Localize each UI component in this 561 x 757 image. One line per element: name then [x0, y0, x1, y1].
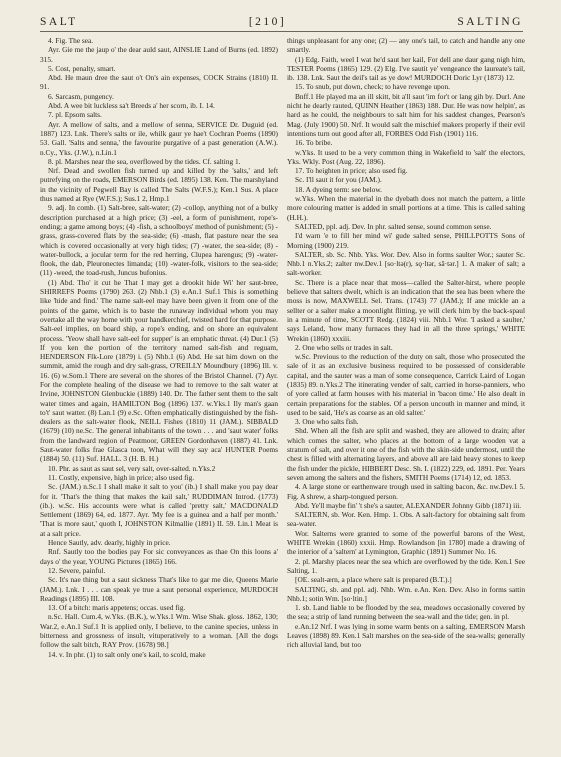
entry-paragraph: e.An.12 Nrf. I was lying in some warm bents on a salting, EMERSON Marsh Leaves (1898) 89. Ken.1 Salt marshes on the sea-side of the sea-walls; generally rich alluvial land, but too [287, 621, 525, 650]
entry-paragraph: Wor. Salterns were granted to some of the powerful barons of the West, WHITE Wrekin (1860) xxxii. Hmp. Rowlandson [in 1780] made a drawing of the interior of a 'saltern' at Lymington, Graphic (1891) Summer No. 16. [287, 528, 525, 557]
entry-paragraph: SALTERN, sb. Wor. Ken. Hmp. 1. Obs. A salt-factory for obtaining salt from sea-water. [287, 510, 525, 529]
entry-paragraph: 15. To snub, put down, check; to have revenge upon. [295, 82, 450, 92]
entry-paragraph: 4. Fig. The sea. [48, 36, 94, 45]
entry-paragraph: Rnf. Sautly too the bodies pay For sic conveyances as thae On this loons a' days o' the year, YOUNG Pictures (1865) 166. [40, 547, 278, 566]
entry-paragraph: 8. pl. Marshes near the sea, overflowed by the tides. Cf. salting 1. [48, 156, 241, 166]
header-left-word: SALT [40, 16, 78, 28]
entry-paragraph: 4. A large stone or earthenware trough used in salting bacon, &c. nw.Dev.1 5. Fig. A shrew, a sharp-tongued person. [287, 482, 525, 501]
entry-paragraph: 2. One who sells or trades in salt. [295, 342, 393, 352]
entry-paragraph: SALTED, ppl. adj. Dev. In phr. salted sense, sound common sense. [295, 221, 492, 231]
header-right-word: SALTING [457, 16, 523, 28]
entry-paragraph: 17. To heighten in price; also used fig. [295, 166, 408, 176]
entry-paragraph: 2. pl. Marshy places near the sea which are overflowed by the tide. Ken.1 See Salting, 1. [287, 556, 525, 575]
entry-paragraph: 1. sb. Land liable to be flooded by the sea, meadows occasionally covered by the sea; a strip of land running between the sea-wall and the tide; gen. in pl. [287, 603, 525, 622]
entry-paragraph: Shd. When all the fish are split and washed, they are allowed to drain; after which comes the salter, who places at the bottom of a large wooden vat a stratum of salt, and over it one of the fish with the skin-side undermost, until the chest is filled with alternating layers, and above all are laid heavy stones to keep the fish under the pickle, HIBBERT Desc. Sh. I. (1822) 229, ed. 1891. Per. Years seven among the salters and the fishers, SMITH Poems (1714) 12, ed. 1853. [287, 426, 525, 482]
entry-paragraph: 13. Of a bitch: maris appetens; occas. used fig. [48, 603, 186, 613]
entry-paragraph: 7. pl. Epsom salts. [48, 110, 102, 120]
page-number: [210] [248, 16, 287, 28]
entry-paragraph: Bnff.1 He played ma an ill skitt, bit a'll saut 'im for't or lang gih by. Durl. Ane nicht he dearly rauted, QUINN Heather (1863) 188. Dur. He was now helpin', as hard as he could, the neighbours to salt him for his saddest changes, Pearson's Mag. (July 1900) 50. Nrf. It would salt the mischief makers properly if their evil intentions turn out good after all, FORBES Odd Fish (1901) 116. [287, 91, 525, 138]
entry-paragraph: Sc. I'll saut it for you (JAM.). [295, 175, 382, 185]
entry-paragraph: Sc. There is a place near that moss—called the Salter-hirst, where people believe that salters dwelt, which is an indication that the sea has been where the moss is now, MAXWELL Sel. Trans. (1743) 77 (JAM.); If ane mickle an a sellter or a salter make a moonlight flitting, ye will clerk him by the back-spaul in a minute of time, SCOTT Redg. (1824) viii. Nhb.1 Wor. 'I asked a saulter,' says Leland, 'how many furnaces they had in all the three springs,' WHITE Wrekin (1860) xxxiii. [287, 277, 525, 343]
entry-paragraph: I'd warn 'e to fill her mind wi' gude salted sense, PHILLPOTTS Sons of Morning (1900) 219. [287, 231, 525, 250]
entry-paragraph: [OE. sealt-ærn, a place where salt is prepared (B.T.).] [295, 575, 452, 585]
entry-paragraph: (1) Abd. Tho' it cut he That I may get a drookit hide Wi' her saut-bree, SHIRREFS Poems (1790) 263. (2) Nhb.1 (3) e.An.1 Suf.1 This is something like 'hide and find.' The name salt-eel may have been given it from one of the points of the game, which is to baste the runaway individual whom you may overtake all the way home with your handkerchief, twisted hard for that purpose. Salt-eel implies, on board ship, a rope's ending, and on shore an equivalent process. 'Yeow shall have salt-eel for supper' is an emphatic threat. (4) Dur.1 (5) If you ken the portion of the territory named salt-fish and reguam, HENDERSON Flk-Lore (1879) i. (5) Nhb.1 (6) Abd. He sat him down on the summit, amid the rough and dry salt-grass, O'REILLY Moundbury (1896) Ill. v. 16. (6) w.Som.1 There are several on the shores of the Bristol Channel. (7) Ayr. For the complete healing of the disease we had to remove to the salt water at Irvine, JOHNSTON Glenbuckie (1889) 140. Dr. The father sent them to the salt water times and again, HAMILTON Bog (1896) 137. w.Yks.1 Ily man's gaan to't' saut watter. (8) Lan.1 (9) e.Sc. Often emphatically distinguished by the fish-dealers as the salt-water flook, NEILL Fishes (1810) 11 (JAM.). SIBBALD (1679) (10) ne.Sc. The general inhabitants of the town . . . and 'saut water' folks from the landward region of Peatmoor, GREEN Gordonhaven (1887) 41. Lnk. Saut-water folks frae Glasca toon, What will they say aca' HUNTER Poems (1884) 50. (11) Suf. HALL. 3 (H. B. H.) [40, 277, 278, 464]
entry-paragraph: Ayr. Gie me the jaup o' the dear auld saut, AINSLIE Land of Burns (ed. 1892) 315. [40, 45, 278, 64]
right-column [287, 36, 525, 752]
entry-paragraph: Ayr. A mellow of salts, and a mellow of senna, SERVICE Dr. Duguid (ed. 1887) 123. Lnk. There's salts or ile, whilk gaur ye hae't Cochran Poems (1890) 53. Gall. 'Salts and senna,' the favourite purgative of a past generation (A.W.). n.Cy., Yks. (J.W.), n.Lin.1 [40, 119, 278, 157]
entry-paragraph: 11. Costly, expensive, high in price; also used fig. [48, 472, 195, 482]
entry-paragraph: w.Yks. When the material in the dyebath does not match the pattern, a little more colouring matter is added in small portions at a time. This is called salting (H.H.). [287, 194, 525, 222]
entry-paragraph: SALTING, sb. and ppl. adj. Nhb. Wm. e.An. Ken. Dev. Also in forms sattin Nhb.1; sotin Wm. [so·ltin.] [287, 584, 525, 603]
entry-paragraph: Nrf. Dead and swollen fish turned up and killed by the 'salts,' and left putrefying on the roads, EMERSON Birds (ed. 1895) 138. Ken. The marshyland in the vicinity of Pegwell Bay is called The Salts (W.F.S.); Ken.1 Sus. A place thus named at Rye (W.F.S.); Sus.1 2, Hmp.1 [40, 166, 278, 204]
entry-paragraph: 10. Phr. as saut as saut sel, very salt, over-salted. n.Yks.2 [48, 463, 216, 473]
header-rule [40, 31, 523, 32]
entry-paragraph: 14. v. In phr. (1) to salt only one's kail, to scold, make [48, 649, 206, 659]
entry-paragraph: 16. To bribe. [295, 138, 333, 148]
entry-paragraph: things unpleasant for any one; (2) — any one's tail, to catch and handle any one smartly. [287, 36, 525, 55]
entry-paragraph: SALTER, sb. Sc. Nhb. Yks. Wor. Dev. Also in forms saulter Wor.; sauter Sc. Nhb.1 n.Yks.2; zalter nw.Dev.1 [so·ltə(r), sǫ·ltər, sā·tər.] 1. A maker of salt; a salt-worker. [287, 249, 525, 278]
left-column [40, 36, 278, 752]
entry-paragraph: 5. Cost, penalty, smart. [48, 63, 116, 73]
entry-paragraph: 12. Severe, painful. [48, 565, 106, 575]
entry-paragraph: n.Sc. Hall. Cum.4, w.Yks. (B.K.), w.Yks.1 Wm. Wise Shak. gloss. 1862, 130; War.2, e.An.1 Suf.1 It is applied only, I believe, to the canine species, unless in bitterness and grossness of insult, vituperatively to a woman. [All the dogs follow the salt bitch, RAY Prov. (1678) 98.] [40, 612, 278, 650]
entry-paragraph: Sc. (JAM.) n.Sc.1 I shall make it salt to you' (ib.) I shall make you pay dear for it. 'That's the thing that makes the kail salt,' RUDDIMAN Introd. (1773) (ib.). w.Sc. His accounts were what is called 'pretty salt,' MACDONALD Settlement (1869) 64, ed. 1877. Ayr. 'My fee is a guinea and a half per month.' 'That is more saut,' quoth I, JOHNSTON Kilmallie (1891) II. 59. Lin.1 Meat is at a salt price. [40, 482, 278, 538]
entry-paragraph: w.Yks. It used to be a very common thing in Wakefield to 'salt' the electors, Yks. Wkly. Post (Aug. 22, 1896). [287, 147, 525, 166]
entry-paragraph: 3. One who salts fish. [295, 417, 359, 427]
entry-paragraph: w.Sc. Previous to the reduction of the duty on salt, those who prosecuted the sale of it as an exclusive business required to be possessed of considerable capital, and the sauter was a man of some consequence, Carrick Laird of Logan (1835) 89. n.Yks.2 The itinerating vender of salt, carried in horse-panniers, who of yore called at farm houses with his material in 'bacon time.' He also dealt in certain preparations for the stables. Of a person uncouth in manner and mind, it used to be said, 'He's as coarse as an old salter.' [287, 352, 525, 417]
running-header [40, 12, 523, 32]
entry-paragraph: 9. adj. In comb. (1) Salt-bree, salt-water; (2) -collop, anything not of a bulky description purchased at a high price; (3) -eel, a form of punishment, rope's-ending; a game among boys; (4) -fish, a schoolboys' method of punishment; (5) -grass, grass-covered flats by the sea-side; (6) -mash, flat pasture near the sea which is covered occasionally at very high tides; (7) -water, the sea-side; (8) -water-bullock, a jocular term for the red herring, Clupea harengus; (9) -water-flook, the dab, Pleuronectes limanda; (10) -water-folk, visitors to the sea-side; (11) -weed, the toad-rush, Juncus bufonius. [40, 203, 278, 278]
entry-paragraph: Hence Sautly, adv. dearly, highly in price. [48, 538, 171, 548]
entry-paragraph: Abd. A wee bit luckless sa't Breeds a' her scorn, ib. I. 14. [48, 101, 215, 111]
entry-paragraph: 18. A dyeing term: see below. [295, 184, 383, 194]
entry-paragraph: Sc. It's nae thing but a saut sickness That's like to gar me die, Queens Marie (JAM.). Lnk. I . . . can speak ye true a saut personal experience, MURDOCH Readings (1895) III. 108. [40, 575, 278, 603]
entry-paragraph: (1) Edg. Faith, weel I wat he'd saut her kail, For dell ane daur gang nigh him, TESTER Poems (1865) 129. (2) Elg. I've sautit ye' vengeance the laureate's tail, ib. 138. Lnk. Saut the deil's tail as ye dow! MURDOCH Doric Lyr (1873) 12. [287, 54, 525, 83]
entry-paragraph: Abd. He maun dree the saut o't On's ain expenses, COCK Strains (1810) II. 91. [40, 73, 278, 92]
entry-paragraph: 6. Sarcasm, pungency. [48, 91, 114, 101]
entry-paragraph: Abd. Ye'll maybe fin' 't she's a sauter, ALEXANDER Johnny Gibb (1871) iii. [295, 500, 522, 510]
